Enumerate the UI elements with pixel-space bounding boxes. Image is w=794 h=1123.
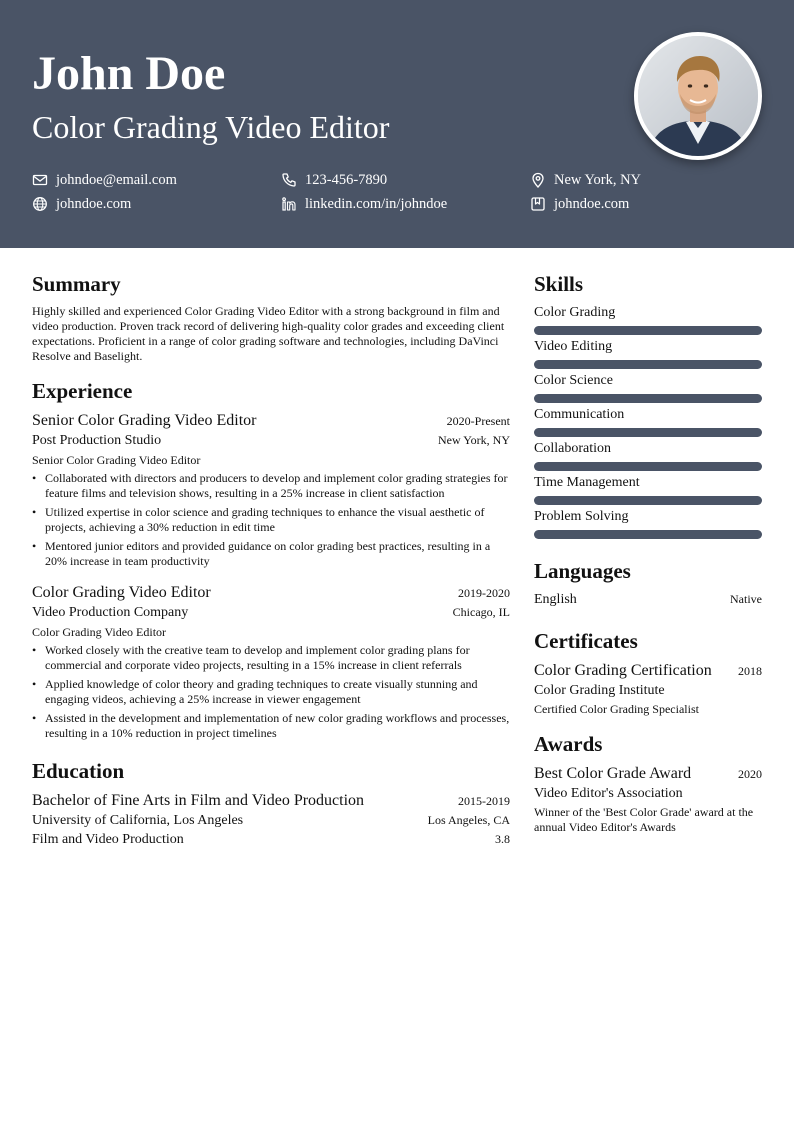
skill-item bbox=[534, 508, 762, 539]
education-school: University of California, Los Angeles bbox=[32, 813, 244, 828]
summary-text: Highly skilled and experienced Color Grading Video Editor with a strong background in film and video production. Proven track record of delivering high-quality color grades and exceeding client expectations. Proficient in a range of color grading software and technologies, including DaVinci Resolve and Baselight. bbox=[32, 304, 505, 363]
main-column bbox=[32, 272, 510, 849]
experience-item bbox=[32, 411, 510, 569]
award-org: Video Editor's Association bbox=[534, 786, 683, 801]
job-bullet: • Collaborated with directors and producers to develop and implement color grading strategies for feature films and television shows, resulting in a 25% increase in client satisfaction bbox=[32, 471, 510, 501]
job-bullet: • Applied knowledge of color theory and grading techniques to create visually stunning and engaging videos, achieving a 25% increase in viewer engagement bbox=[32, 677, 510, 707]
skill-name: Problem Solving bbox=[534, 509, 629, 524]
education-location: Los Angeles, CA bbox=[427, 813, 510, 827]
skill-name: Video Editing bbox=[534, 339, 613, 354]
contact-location-text: New York, NY bbox=[554, 172, 642, 188]
certificate-year: 2018 bbox=[738, 664, 762, 678]
job-role: Senior Color Grading Video Editor bbox=[32, 453, 201, 467]
phone-icon bbox=[281, 172, 297, 188]
education-heading: Education bbox=[32, 759, 125, 783]
certificate-org: Color Grading Institute bbox=[534, 683, 665, 698]
job-bullet: • Utilized expertise in color science and grading techniques to enhance the visual aesthetic of projects, achieving a 30% reduction in edit time bbox=[32, 505, 510, 535]
education-gpa: 3.8 bbox=[495, 832, 510, 846]
contact-website[interactable] bbox=[32, 196, 281, 212]
skill-name: Collaboration bbox=[534, 441, 611, 456]
certificate-desc: Certified Color Grading Specialist bbox=[534, 702, 699, 716]
sidebar-column bbox=[534, 272, 762, 835]
certificate-item bbox=[534, 661, 762, 717]
profile-photo bbox=[634, 32, 762, 160]
skill-bar bbox=[534, 496, 762, 505]
language-level: Native bbox=[730, 592, 762, 606]
award-desc: Winner of the 'Best Color Grade' award at the annual Video Editor's Awards bbox=[534, 805, 754, 834]
contact-phone-text: 123-456-7890 bbox=[305, 172, 388, 188]
language-name: English bbox=[534, 592, 577, 607]
job-bullets bbox=[32, 471, 510, 569]
summary-heading: Summary bbox=[32, 272, 121, 296]
resume-header bbox=[0, 0, 794, 248]
contact-email[interactable] bbox=[32, 172, 281, 188]
skill-name: Communication bbox=[534, 407, 625, 422]
job-bullet: • Assisted in the development and implementation of new color grading workflows and processes, resulting in a 10% reduction in project timelines bbox=[32, 711, 510, 741]
job-company: Post Production Studio bbox=[32, 433, 162, 448]
skill-bar bbox=[534, 360, 762, 369]
location-pin-icon bbox=[530, 172, 546, 188]
contact-list bbox=[32, 172, 772, 212]
contact-phone[interactable] bbox=[281, 172, 530, 188]
education-date: 2015-2019 bbox=[458, 794, 510, 808]
contact-portfolio-text: johndoe.com bbox=[554, 196, 630, 212]
contact-linkedin[interactable] bbox=[281, 196, 530, 212]
job-role: Color Grading Video Editor bbox=[32, 625, 167, 639]
job-bullet: • Worked closely with the creative team to develop and implement color grading plans for commercial and corporate video projects, resulting in a 15% increase in client referrals bbox=[32, 643, 510, 673]
skill-item bbox=[534, 440, 762, 471]
skill-bar bbox=[534, 394, 762, 403]
skill-item bbox=[534, 304, 762, 335]
contact-location bbox=[530, 172, 770, 188]
envelope-icon bbox=[32, 172, 48, 188]
contact-portfolio[interactable] bbox=[530, 196, 770, 212]
skill-item bbox=[534, 372, 762, 403]
contact-website-text: johndoe.com bbox=[56, 196, 132, 212]
language-item bbox=[534, 591, 762, 609]
skills-list bbox=[534, 304, 762, 539]
skill-bar bbox=[534, 428, 762, 437]
experience-item bbox=[32, 583, 510, 741]
certificates-heading: Certificates bbox=[534, 629, 638, 653]
job-bullets bbox=[32, 643, 510, 741]
skill-name: Color Grading bbox=[534, 305, 616, 320]
job-location: New York, NY bbox=[437, 433, 510, 447]
certificate-title: Color Grading Certification bbox=[534, 662, 712, 679]
experience-heading: Experience bbox=[32, 379, 133, 403]
portfolio-icon bbox=[530, 196, 546, 212]
candidate-name: John Doe bbox=[32, 47, 226, 100]
skill-item bbox=[534, 338, 762, 369]
awards-heading: Awards bbox=[534, 732, 603, 756]
award-year: 2020 bbox=[738, 767, 762, 781]
skill-name: Time Management bbox=[534, 475, 640, 490]
skill-name: Color Science bbox=[534, 373, 613, 388]
contact-linkedin-text: linkedin.com/in/johndoe bbox=[305, 196, 448, 212]
job-date: 2019-2020 bbox=[458, 586, 510, 600]
award-title: Best Color Grade Award bbox=[534, 765, 692, 782]
job-date: 2020-Present bbox=[446, 414, 510, 428]
skills-heading: Skills bbox=[534, 272, 584, 296]
education-degree: Bachelor of Fine Arts in Film and Video Production bbox=[32, 792, 365, 809]
job-title: Senior Color Grading Video Editor bbox=[32, 412, 257, 429]
job-location: Chicago, IL bbox=[452, 605, 510, 619]
job-company: Video Production Company bbox=[32, 605, 189, 620]
skill-bar bbox=[534, 326, 762, 335]
award-item bbox=[534, 764, 762, 835]
globe-icon bbox=[32, 196, 48, 212]
linkedin-icon bbox=[281, 196, 297, 212]
languages-heading: Languages bbox=[534, 559, 631, 583]
skill-item bbox=[534, 474, 762, 505]
skill-item bbox=[534, 406, 762, 437]
job-bullet: • Mentored junior editors and provided guidance on color grading best practices, resulting in a 20% increase in team productivity bbox=[32, 539, 510, 569]
education-item bbox=[32, 791, 510, 849]
job-title: Color Grading Video Editor bbox=[32, 584, 211, 601]
skill-bar bbox=[534, 462, 762, 471]
skill-bar bbox=[534, 530, 762, 539]
candidate-title: Color Grading Video Editor bbox=[32, 109, 390, 145]
education-field: Film and Video Production bbox=[32, 832, 184, 847]
contact-email-text: johndoe@email.com bbox=[56, 172, 177, 188]
